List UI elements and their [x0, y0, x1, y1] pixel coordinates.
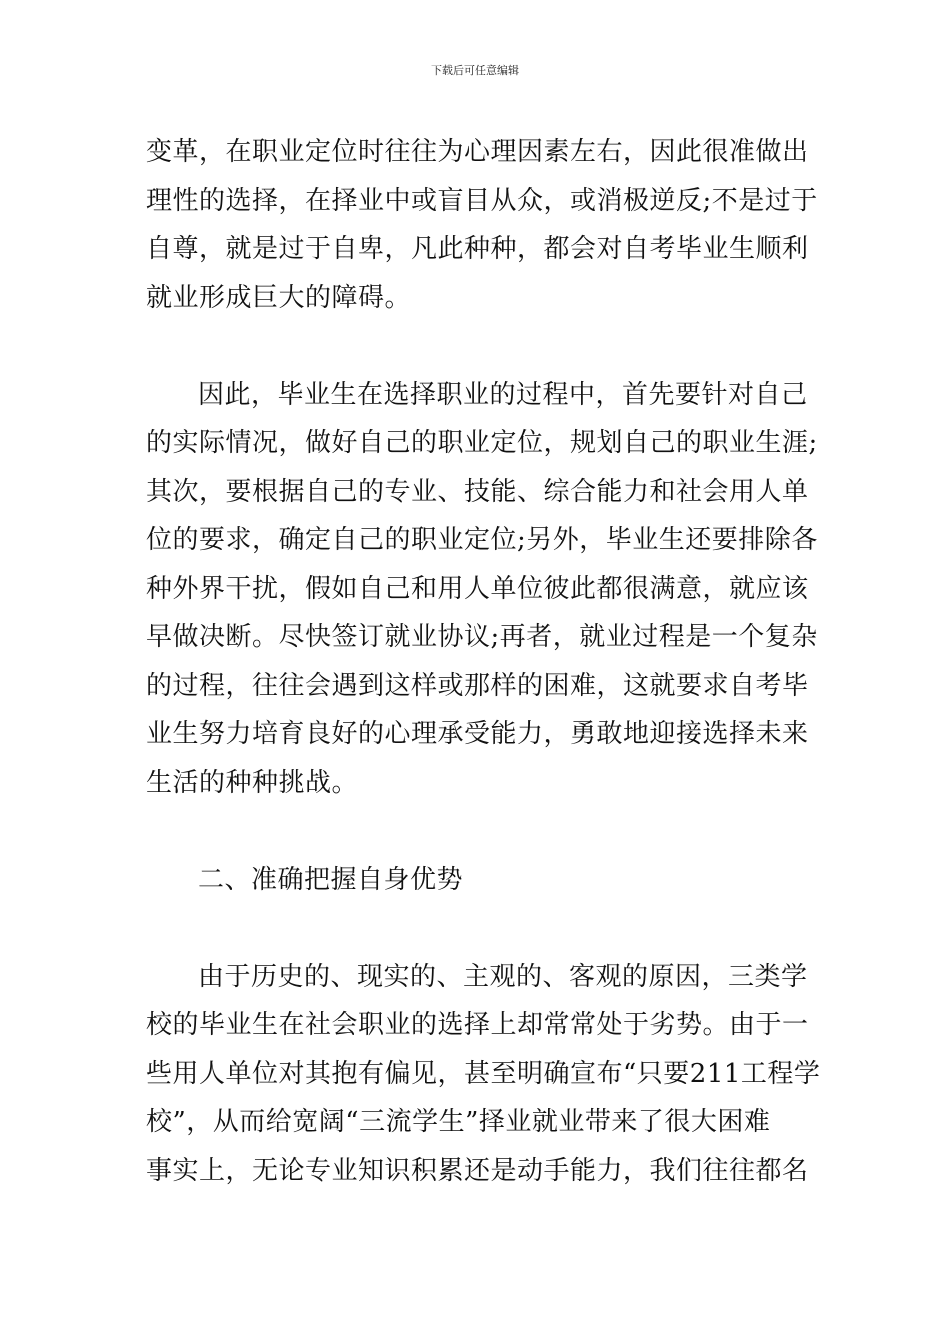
- document-body: [146, 128, 821, 1195]
- text-line: 就业形成巨大的障碍。: [146, 282, 412, 313]
- text-line: 的实际情况，做好自己的职业定位，规划自己的职业生涯;: [146, 428, 818, 458]
- heading-line: 二、准确把握自身优势: [198, 864, 464, 895]
- paragraph-gap: [146, 322, 808, 371]
- paragraph-advantages: [146, 953, 821, 1196]
- text-line: 理性的选择，在择业中或盲目从众，或消极逆反;不是过于: [146, 185, 818, 216]
- text-line: 早做决断。尽快签订就业协议;再者，就业过程是一个复杂: [146, 622, 818, 652]
- text-line: 业生努力培育良好的心理承受能力，勇敢地迎接选择未来: [146, 719, 809, 749]
- text-line: 变革，在职业定位时往往为心理因素左右，因此很准做出: [146, 137, 809, 167]
- text-line: 因此，毕业生在选择职业的过程中，首先要针对自己: [198, 379, 808, 410]
- text-line: 位的要求，确定自己的职业定位;另外，毕业生还要排除各: [146, 525, 818, 555]
- paragraph-career-planning: [146, 371, 818, 808]
- page-header: 下载后可任意编辑: [431, 64, 519, 77]
- text-line: 校的毕业生在社会职业的选择上却常常处于劣势。由于一: [146, 1010, 809, 1040]
- text-line: 校”，从而给宽阔“三流学生”择业就业带来了很大困难: [146, 1107, 771, 1137]
- text-line: 些用人单位对其抱有偏见，甚至明确宣布“只要211工程学: [146, 1058, 821, 1089]
- text-line: 生活的种种挑战。: [146, 767, 359, 798]
- section-heading: [146, 856, 808, 905]
- text-line: 的过程，往往会遇到这样或那样的困难，这就要求自考毕: [146, 670, 809, 701]
- text-line: 事实上，无论专业知识积累还是动手能力，我们往往都名: [146, 1155, 809, 1186]
- paragraph-gap: [146, 904, 808, 953]
- text-line: 由于历史的、现实的、主观的、客观的原因，三类学: [198, 961, 808, 992]
- paragraph-continuation: [146, 128, 818, 322]
- paragraph-gap: [146, 807, 808, 856]
- text-line: 其次，要根据自己的专业、技能、综合能力和社会用人单: [146, 476, 809, 507]
- text-line: 自尊，就是过于自卑，凡此种种，都会对自考毕业生顺利: [146, 234, 809, 264]
- text-line: 种外界干扰，假如自己和用人单位彼此都很满意，就应该: [146, 573, 809, 604]
